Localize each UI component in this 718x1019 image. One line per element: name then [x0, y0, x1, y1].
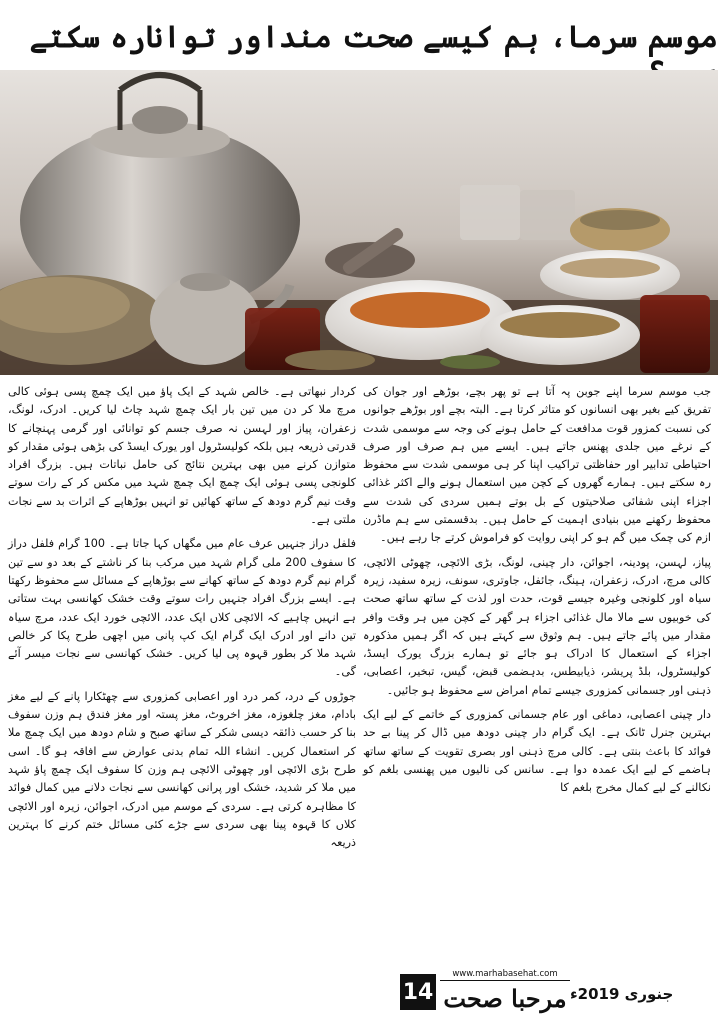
paragraph: پیاز، لہسن، پودینہ، اجوائن، دار چینی، لونگ، بڑی الائچی، چھوٹی الائچی، کالی مرچ، ادرک، زعفران، ہینگ، جائفل، جاوتری، سونف، زیرہ سفید، زیرہ سیاہ اور کلونجی وغیرہ جیسے قوت، حدت اور لذت کے ساتھ ساتھ صحت کی خوبیوں سے مالا مال غذائی اجزاء ہر گھر کے کچن میں ہر وقت وافر مقدار میں پائے جاتے ہیں۔ ہم وثوق سے کہتے ہیں کہ اگر ہمیں مذکورہ اجزاء کے استعمال کا ادراک ہو جائے تو ہمارے بزرگ یورک ایسڈ، کولیسٹرول، بلڈ پریشر، ذیابیطس، بدہضمی قبض، گیس، تبخیر، اعصابی، ذہنی اور جسمانی کمزوری جیسے تمام امراض سے محفوظ ہو جائیں۔ — [363, 555, 711, 697]
article-column-right — [363, 383, 711, 804]
hero-photo-herbs-teapot — [0, 70, 718, 375]
paragraph: کردار نبھاتی ہے۔ خالص شہد کے ایک پاؤ میں ایک چمچ پسی ہوئی کالی مرچ ملا کر دن میں تین بار ایک چمچ شہد چاٹ لیا کریں۔ ادرک، لونگ، زعفران، پیاز اور لہسن نہ صرف جسم کو توانائی اور گرمی پہنچانے کا قدرتی ذریعہ ہیں بلکہ کولیسٹرول اور یورک ایسڈ کی بڑھی ہوئی مقدار کو متوازن کرنے میں بھی بہترین نتائج کی حامل نباتات ہیں۔ بزرگ افراد کلونجی پسی ہوئی ایک چمچ ایک چمچ شہد میں مکس کر کے رات سوتے وقت نیم گرم دودھ کے ساتھ کھائیں تو انہیں بوڑھاپے کے اثرات بد سے نجات ملتی ہے۔ — [8, 385, 356, 527]
paragraph: جب موسم سرما اپنے جوبن پہ آتا ہے تو پھر بچے، بوڑھے اور جوان کی تفریق کیے بغیر بھی انسانوں کو متاثر کرتا ہے۔ البتہ بچے اور بوڑھے جوانوں کی نسبت کمزور قوت مدافعت کے حامل ہونے کی وجہ سے موسمی شدت کے نرغے میں جلدی پھنس جاتے ہیں۔ ایسے میں ہم صرف اور صرف احتیاطی تدابیر اور حفاظتی تراکیب اپنا کر ہی موسمی شدت سے محفوظ رہ سکتے ہیں۔ ہمارے گھروں کے کچن میں استعمال ہونے والے اکثر غذائی اجزاء اپنی شفائی صلاحیتوں کے بل بوتے ہمیں سردی کی شدت سے محفوظ رکھنے میں بنیادی اہمیت کے حامل ہیں۔ بدقسمتی سے ہم ماڈرن ازم کی چمک میں گم ہو کر اپنی روایت کو فراموش کرتے جا رہے ہیں۔ — [363, 385, 711, 545]
article-column-left — [8, 383, 356, 858]
paragraph: فلفل دراز جنہیں عرف عام میں مگھاں کہا جاتا ہے۔ 100 گرام فلفل دراز کا سفوف 200 ملی گرام شہد میں مرکب بنا کر ناشتے کے بعد دو سے تین گرام نیم گرم دودھ کے ساتھ کھانے سے بوڑھاپے کے مسائل سے محفوظ رکھتا ہے۔ ایسے بزرگ افراد جنہیں رات سوتے وقت خشک کھانسی بہت ستاتی ہے انہیں چاہیے کہ الائچی کلاں ایک عدد، الائچی خورد ایک عدد، مرچ سیاہ تین دانے اور ادرک ایک گرام ایک کپ پانی میں اچھی طرح پکا کر خالص شہد ملا کر بطور قہوہ پی لیا کریں۔ خشک کھانسی سے نجات میسر آئے گی۔ — [8, 537, 356, 679]
issue-date: جنوری 2019ء — [570, 985, 674, 1003]
website-url: www.marhabasehat.com — [452, 969, 558, 979]
herbs-still-life-illustration — [0, 70, 718, 375]
page-number: 14 — [400, 974, 436, 1010]
paragraph: جوڑوں کے درد، کمر درد اور اعصابی کمزوری سے چھٹکارا پانے کے لیے مغز بادام، مغز چلغوزہ، مغز اخروٹ، مغز پستہ اور مغز فندق ہم وزن سفوف بنا کر حسب ذائقہ دیسی شکر کے ساتھ صبح و شام دودھ میں ایک چمچ ملا کر استعمال کریں۔ انشاء اللہ تمام بدنی عوارض سے افاقہ ہو گا۔ اسی طرح بڑی الائچی اور چھوٹی الائچی ہم وزن کا سفوف ایک چمچ پاؤ شہد میں ملا کر شدید، خشک اور پرانی کھانسی سے نجات دلانے میں کمال فوائد کا مظاہرہ کرتی ہے۔ سردی کے موسم میں ادرک، اجوائن، زیرہ اور الائچی کلاں کا قہوہ پینا بھی سردی سے جڑے کئی مسائل ختم کرنے کا بہترین ذریعہ — [8, 689, 356, 850]
page-footer — [0, 968, 718, 1019]
paragraph: دار چینی اعصابی، دماغی اور عام جسمانی کمزوری کے خاتمے کے لیے ایک بہترین جنرل ٹانک ہے۔ ایک گرام دار چینی دودھ میں ڈال کر پینا بے حد فوائد کا باعث بنتی ہے۔ کالی مرچ ذہنی اور بصری تقویت کے ساتھ ساتھ ہاضمے کے لیے ایک عمدہ دوا ہے۔ سانس کی نالیوں میں پھنسی بلغم کو نکالنے کے لیے کمال مخرج بلغم کا — [363, 708, 711, 795]
article-title: موسم سرما، ہم کیسے صحت منداور توانارہ سکتے — [29, 20, 718, 56]
magazine-masthead: مرحبا صحت — [440, 980, 570, 1015]
